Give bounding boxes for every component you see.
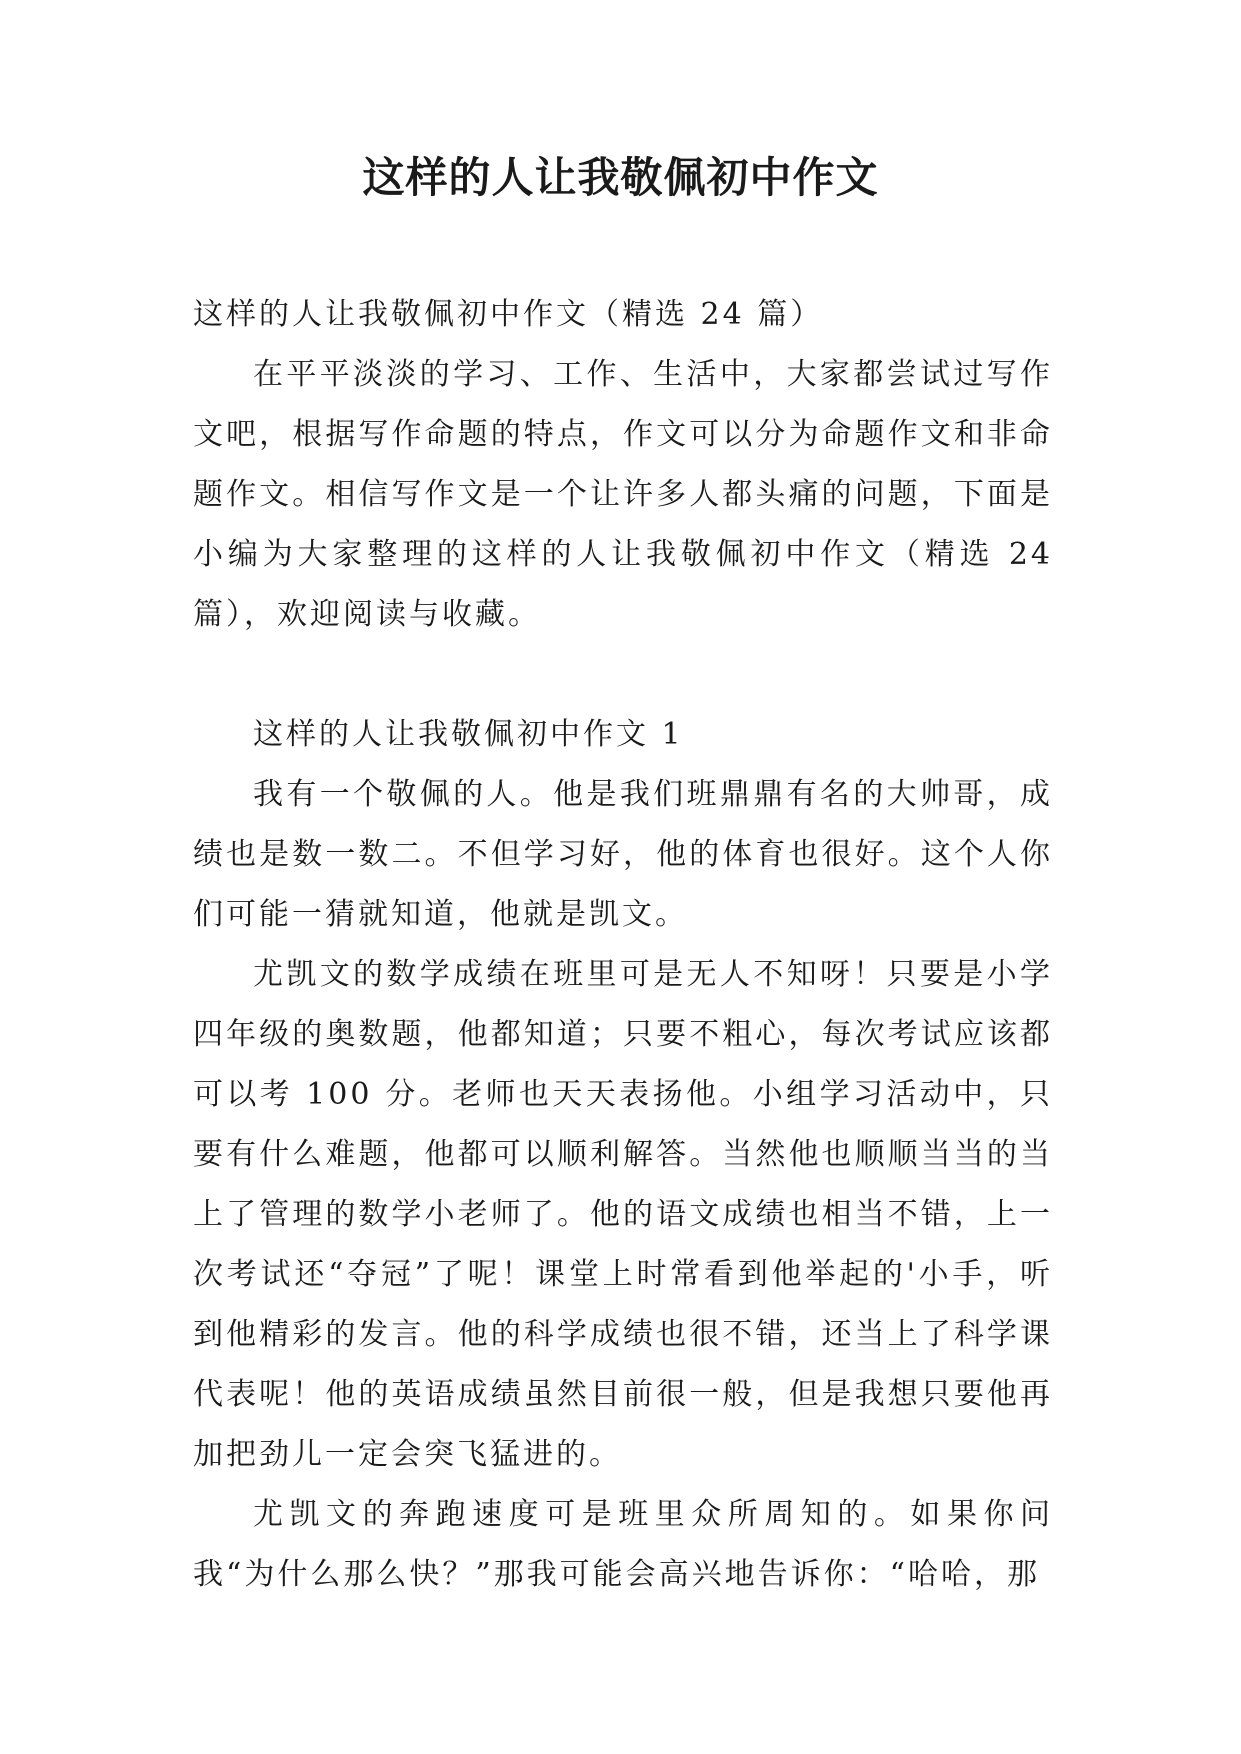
body-paragraph: 尤凯文的奔跑速度可是班里众所周知的。如果你问我“为什么那么快？”那我可能会高兴地告诉你：“哈哈，那	[193, 1497, 1053, 1592]
body-paragraph: 我有一个敬佩的人。他是我们班鼎鼎有名的大帅哥，成绩也是数一数二。不但学习好，他的体育也很好。这个人你们可能一猜就知道，他就是凯文。	[193, 777, 1053, 932]
document-body	[193, 285, 1053, 1605]
section-spacer	[193, 645, 1053, 705]
body-paragraph: 尤凯文的数学成绩在班里可是无人不知呀！只要是小学四年级的奥数题，他都知道；只要不粗心，每次考试应该都可以考 100 分。老师也天天表扬他。小组学习活动中，只要有什么难题，他都可以顺利解答。当然他也顺顺当当的当上了管理的数学小老师了。他的语文成绩也相当不错，上一次考试还“夺冠”了呢！课堂上时常看到他举起的'小手，听到他精彩的发言。他的科学成绩也很不错，还当上了科学课代表呢！他的英语成绩虽然目前很一般，但是我想只要他再加把劲儿一定会突飞猛进的。	[193, 957, 1053, 1472]
intro-paragraph: 在平平淡淡的学习、工作、生活中，大家都尝试过写作文吧，根据写作命题的特点，作文可以分为命题作文和非命题作文。相信写作文是一个让许多人都头痛的问题，下面是小编为大家整理的这样的人让我敬佩初中作文（精选 24 篇），欢迎阅读与收藏。	[193, 357, 1053, 632]
document-subtitle: 这样的人让我敬佩初中作文（精选 24 篇）	[193, 297, 824, 332]
document-title: 这样的人让我敬佩初中作文	[362, 153, 879, 202]
section-heading: 这样的人让我敬佩初中作文 1	[253, 717, 684, 752]
